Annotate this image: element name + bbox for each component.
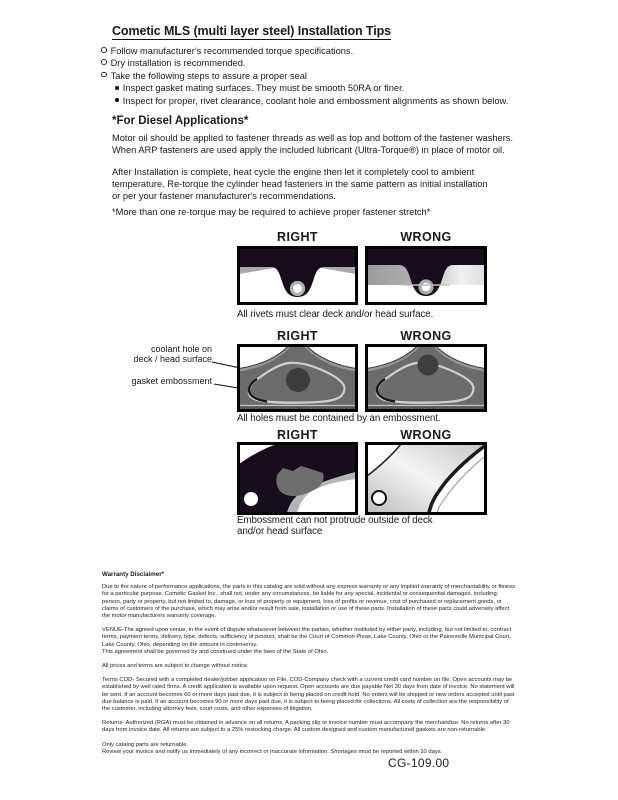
disclaimer-paragraph: Due to the nature of performance applications, the parts in this catalog are sold without any express warranty or any implied warranty of merchantability or fitness for a particular purpose. Cometic Gasket Inc., shall not, under any circumstances, be liable for any special, incidental or consequential damages, including, person, party or property, but not limited to, damage, or loss of property or equipment, loss of profits or revenue, cost of purchased or replacement goods, or claims of customers of the purchase, which may arise and/or result from sale, installation or use of these parts. Installation of these parts could adversely affect the motor manufacturers warranty coverage. <box>102 584 516 620</box>
list-item <box>101 95 508 107</box>
diesel-paragraph-2 <box>112 166 488 203</box>
disclaimer-paragraph: All prices and terms are subject to change without notice. <box>102 663 249 670</box>
paragraph-line: Motor oil should be applied to fastener threads as well as top and bottom of the fastener washers. <box>112 133 514 143</box>
right-label: RIGHT <box>277 329 318 343</box>
paragraph-line: temperature. Re-torque the cylinder head fasteners in the same pattern as initial installation <box>112 179 488 190</box>
disclaimer-paragraph: Review your invoice and notify us immediately of any incorrect or inaccurate information. Shortages must be reported within 10 days. <box>102 748 443 755</box>
list-item-text: Take the following steps to assure a proper seal <box>110 70 307 81</box>
retorque-note: *More than one re-torque may be required to achieve proper fastener stretch* <box>112 207 431 217</box>
disclaimer-paragraph: This agreement shall be governed by and construed under the laws of the State of Ohio. <box>102 648 329 655</box>
caption-embossment: Embossment can not protrude outside of deck and/or head surface <box>237 515 433 537</box>
list-item <box>101 57 508 69</box>
diagram-rivet-right <box>237 246 358 305</box>
right-label: RIGHT <box>277 428 318 442</box>
diagram-coolant-wrong <box>365 344 487 412</box>
right-label: RIGHT <box>277 230 318 244</box>
wrong-label: WRONG <box>400 428 452 442</box>
diagram-embossment-right <box>237 442 358 515</box>
diesel-paragraph-1 <box>112 132 513 156</box>
warranty-disclaimer <box>102 571 516 763</box>
list-item-text: Dry installation is recommended. <box>110 58 246 69</box>
wrong-label: WRONG <box>400 230 452 244</box>
page-number: CG-109.00 <box>388 756 450 770</box>
wrong-label: WRONG <box>400 329 452 343</box>
list-item-text: Follow manufacturer's recommended torque specifications. <box>110 46 354 56</box>
diagram-embossment-wrong <box>365 442 487 515</box>
disclaimer-paragraph: Terms COD- Secured with a completed dealer/jobber application on File, COD-Company check with a current credit card number on file. Open accounts may be established by well rated firms. A credit application is available upon request. Open accounts are due payable Net 30 days from date of invoice. No statement will be sent. If an account becomes 60 or more days past due, it is subject to being placed on credit hold. No orders will be shipped or new orders accepted until past due balance is paid. If an account becomes 90 or more days past due, it is subject to being placed for collections. All costs of collection are the responsibility of the customer, including attorney fees, court costs, and other expenses of litigation. <box>102 677 515 713</box>
caption-rivets: All rivets must clear deck and/or head surface. <box>237 309 434 320</box>
paragraph-line: After Installation is complete, heat cycle the engine then let it completely cool to ambient <box>112 167 475 177</box>
disclaimer-heading: Warranty Disclaimer* <box>102 571 165 578</box>
caption-holes: All holes must be contained by an embossment. <box>237 413 441 424</box>
installation-tips-list <box>101 45 508 107</box>
paragraph-line: or per your fastener manufacturer's recommendations. <box>112 191 336 202</box>
filled-bullet-icon <box>115 86 119 90</box>
list-item <box>101 82 508 94</box>
diagram-coolant-right <box>237 344 358 412</box>
disclaimer-paragraph: VENUE-The agreed upon venue, in the event of dispute whatsoever between the parties, whether instituted by either party, including, but not limited to, contract terms, payment terms, delivery, type, defects, sufficiency of product, shall be the Court of Common Pleas, Lake County, Ohio or the Painesville Municipal Court, Lake County, Ohio, depending on the amount in controversy. <box>102 627 512 648</box>
disclaimer-paragraph: Returns- Authorized (RGA) must be obtained in advance on all returns. A packing slip or invoice number must accompany the merchandise. No returns after 30 days from invoice date. All returns are subject to a 25% restocking charge. All custom designed and custom manufactured gaskets are non-returnable. <box>102 720 510 734</box>
page-title: Cometic MLS (multi layer steel) Installation Tips <box>112 24 391 38</box>
open-bullet-icon <box>101 72 107 78</box>
list-item-text: Inspect for proper, rivet clearance, coolant hole and embossment alignments as shown below. <box>122 95 509 106</box>
list-item <box>101 70 508 82</box>
list-item-text: Inspect gasket mating surfaces. They must be smooth 50RA or finer. <box>122 83 405 94</box>
list-item <box>101 45 508 57</box>
annotation-gasket-embossment: gasket embossment <box>131 376 212 386</box>
paragraph-line: When ARP fasteners are used apply the included lubricant (Ultra-Torque®) in place of motor oil. <box>112 145 505 156</box>
diesel-heading: *For Diesel Applications* <box>112 115 249 127</box>
filled-bullet-icon <box>115 98 119 102</box>
disclaimer-paragraph: Only catalog parts are returnable. <box>102 741 189 748</box>
annotation-coolant-hole: coolant hole on deck / head surface <box>133 344 212 364</box>
open-bullet-icon <box>101 59 107 65</box>
open-bullet-icon <box>101 47 107 53</box>
diagram-rivet-wrong <box>365 246 487 305</box>
